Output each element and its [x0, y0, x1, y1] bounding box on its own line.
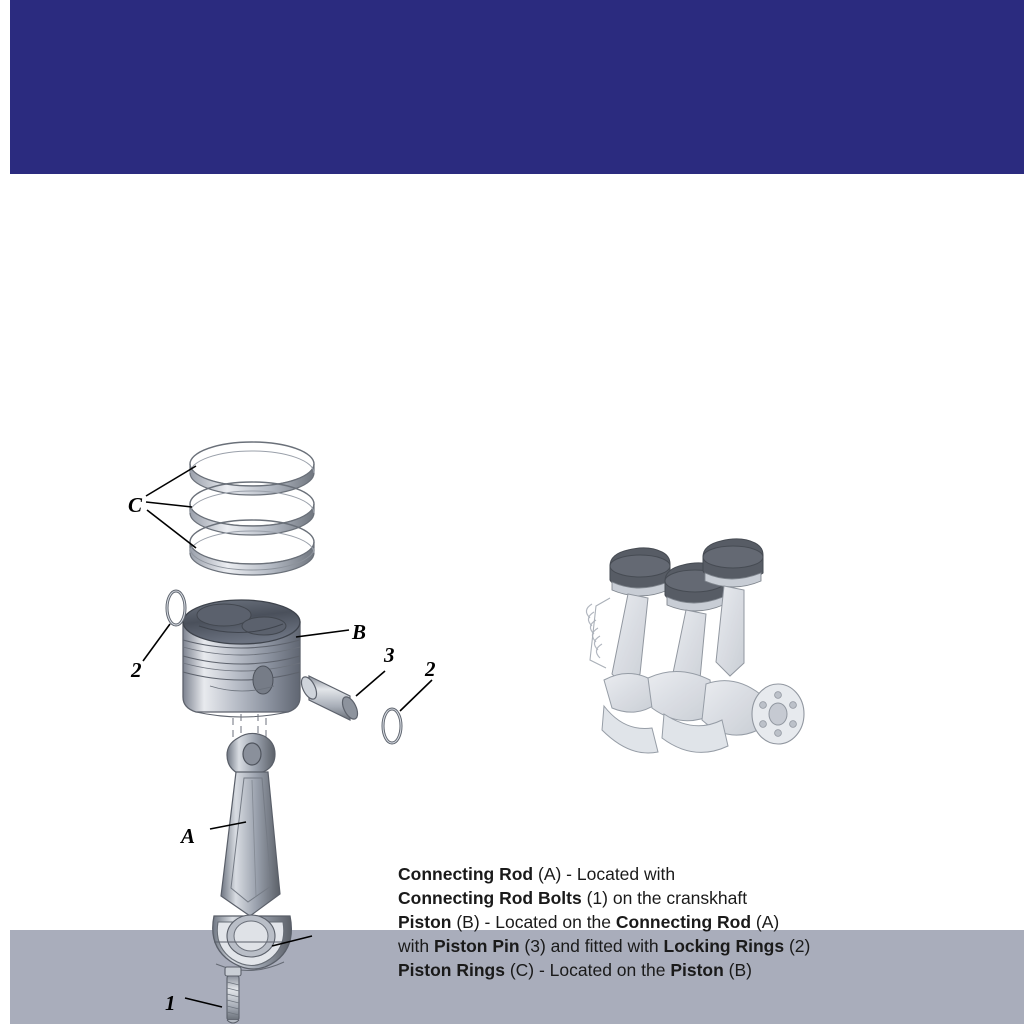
- locking-ring-right: [383, 709, 401, 743]
- caption-line-4: with Piston Pin (3) and fitted with Locking Rings (2): [398, 936, 811, 956]
- callout-label-C: C: [128, 493, 143, 517]
- callout-C-leaders: [146, 466, 196, 548]
- piston-pin: [298, 675, 360, 722]
- caption-block: [398, 862, 898, 982]
- callout-label-3: 3: [384, 643, 395, 667]
- callout-label-B: B: [352, 620, 367, 644]
- callout-3-leader: [356, 671, 385, 696]
- connecting-rod: [213, 733, 292, 970]
- locking-ring-left: [167, 591, 185, 625]
- connecting-rod-bolt: [225, 967, 241, 1023]
- callout-label-2-left: 2: [131, 658, 142, 682]
- caption-line-5: Piston Rings (C) - Located on the Piston (B): [398, 960, 753, 980]
- diagram-area: [0, 174, 1024, 1015]
- callout-2-right-leader: [400, 680, 432, 711]
- caption-line-1: Connecting Rod (A) - Located with: [398, 864, 676, 884]
- callout-label-1: 1: [165, 991, 176, 1015]
- caption-line-2: Connecting Rod Bolts (1) on the cranskhaft: [398, 888, 748, 908]
- left-margin-strip: [0, 0, 10, 1024]
- caption-line-3: Piston (B) - Located on the Connecting Rod (A): [398, 912, 780, 932]
- callout-2-left-leader: [143, 624, 170, 661]
- crank-assembly-ghost: [586, 539, 804, 753]
- header-band: [10, 0, 1024, 174]
- callout-B-leader: [296, 630, 349, 637]
- callout-label-2-right: 2: [425, 657, 436, 681]
- callout-label-A: A: [181, 824, 196, 848]
- piston-rings-group: [190, 442, 314, 575]
- piston-group: [183, 600, 300, 717]
